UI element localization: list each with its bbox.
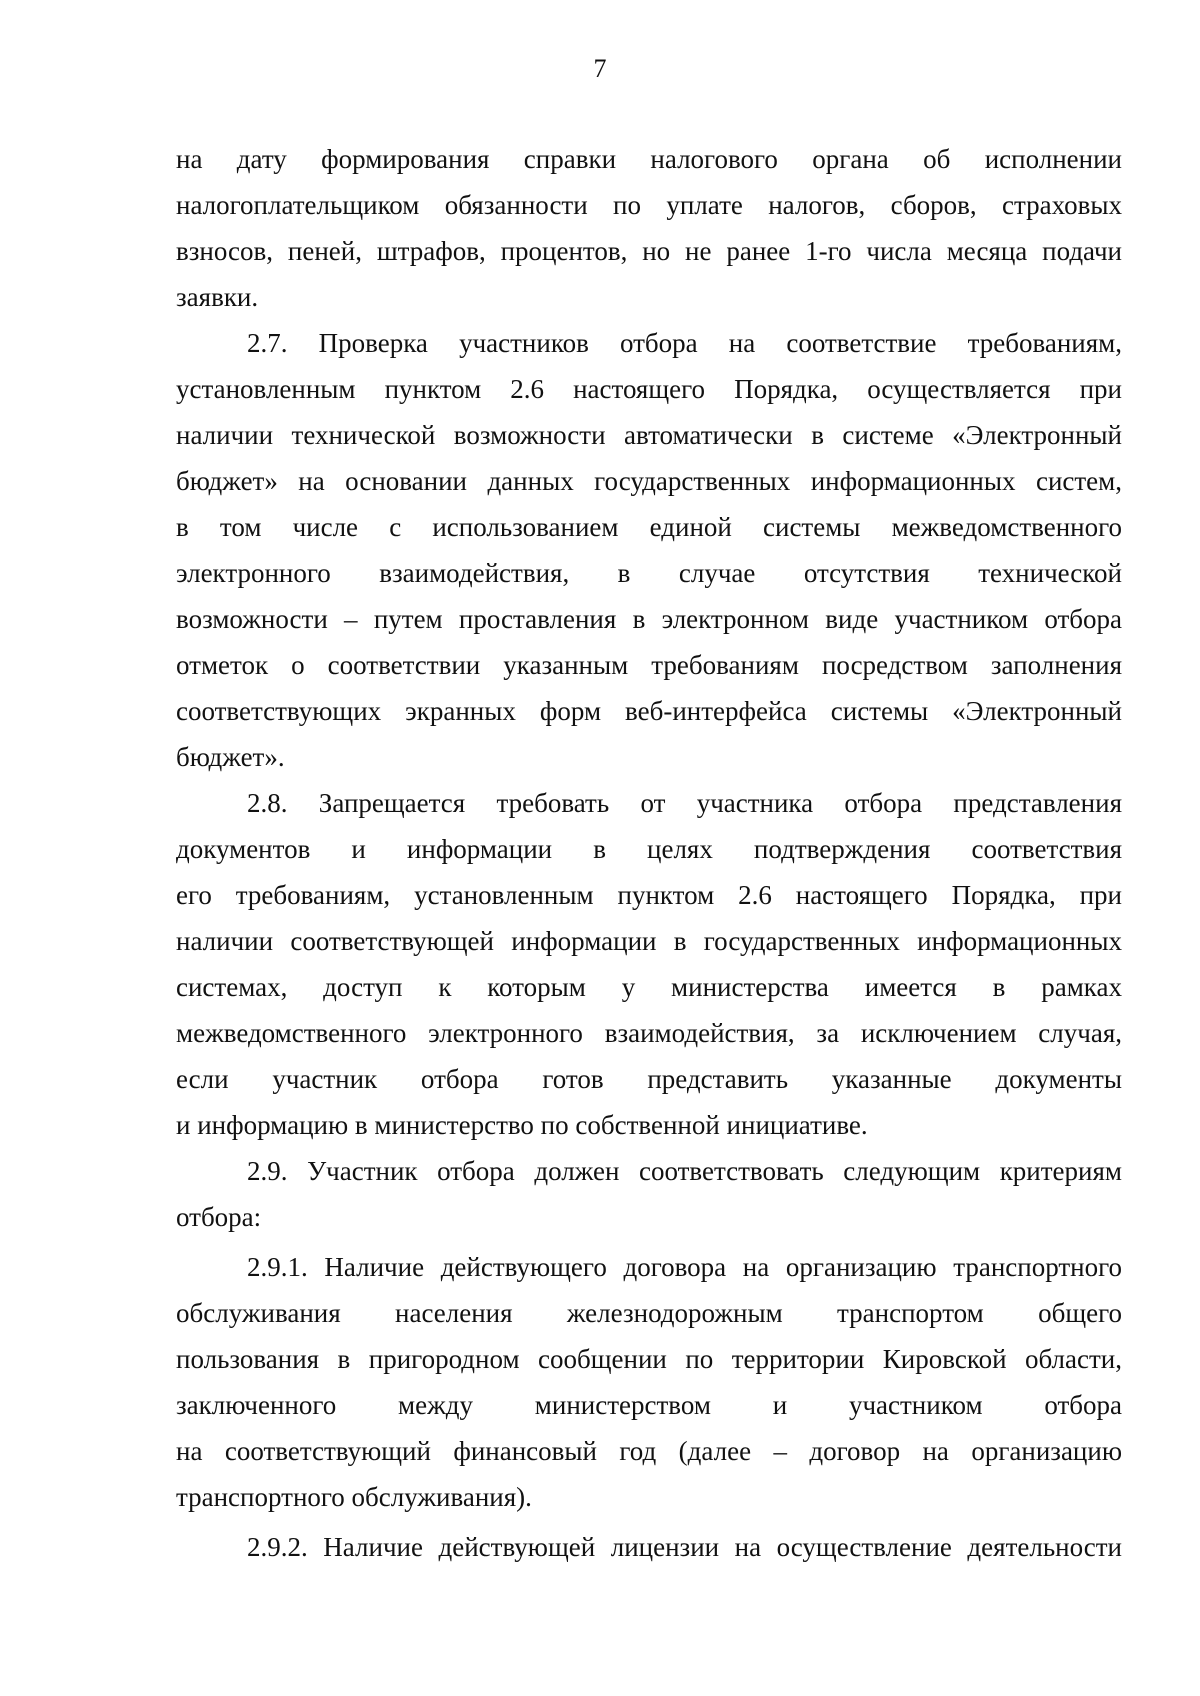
text-line: системах, доступ к которым у министерства имеется в рамках bbox=[176, 972, 1122, 1002]
text-line: его требованиям, установленным пунктом 2.6 настоящего Порядка, при bbox=[176, 880, 1122, 910]
text-line: обслуживания населения железнодорожным транспортом общего bbox=[176, 1298, 1122, 1328]
document-body bbox=[176, 136, 1122, 1570]
text-line: транспортного обслуживания). bbox=[176, 1482, 532, 1512]
text-line: отбора: bbox=[176, 1202, 262, 1232]
text-line: 2.7. Проверка участников отбора на соответствие требованиям, bbox=[247, 328, 1122, 358]
text-line: наличии технической возможности автоматически в системе «Электронный bbox=[176, 420, 1122, 450]
text-line: документов и информации в целях подтверждения соответствия bbox=[176, 834, 1122, 864]
text-line: межведомственного электронного взаимодействия, за исключением случая, bbox=[176, 1018, 1122, 1048]
text-line: возможности – путем проставления в электронном виде участником отбора bbox=[176, 604, 1122, 634]
text-line: бюджет» на основании данных государственных информационных систем, bbox=[176, 466, 1122, 496]
text-line: пользования в пригородном сообщении по территории Кировской области, bbox=[176, 1344, 1122, 1374]
page-number: 7 bbox=[593, 54, 607, 83]
text-line: взносов, пеней, штрафов, процентов, но не ранее 1-го числа месяца подачи bbox=[176, 236, 1122, 266]
text-line: заключенного между министерством и участником отбора bbox=[176, 1390, 1122, 1420]
text-line: 2.9.2. Наличие действующей лицензии на осуществление деятельности bbox=[247, 1532, 1122, 1562]
text-line: если участник отбора готов представить указанные документы bbox=[176, 1064, 1122, 1094]
text-line: в том числе с использованием единой системы межведомственного bbox=[176, 512, 1122, 542]
text-line: 2.9. Участник отбора должен соответствовать следующим критериям bbox=[247, 1156, 1122, 1186]
text-line: отметок о соответствии указанным требованиям посредством заполнения bbox=[176, 650, 1122, 680]
text-line: электронного взаимодействия, в случае отсутствия технической bbox=[176, 558, 1122, 588]
text-line: заявки. bbox=[176, 282, 259, 312]
text-line: установленным пунктом 2.6 настоящего Порядка, осуществляется при bbox=[176, 374, 1122, 404]
text-line: соответствующих экранных форм веб-интерфейса системы «Электронный bbox=[176, 696, 1122, 726]
text-line: налогоплательщиком обязанности по уплате налогов, сборов, страховых bbox=[176, 190, 1122, 220]
text-line: на дату формирования справки налогового органа об исполнении bbox=[176, 144, 1122, 174]
text-line: бюджет». bbox=[176, 742, 285, 772]
text-line: наличии соответствующей информации в государственных информационных bbox=[176, 926, 1122, 956]
text-line: и информацию в министерство по собственной инициативе. bbox=[176, 1110, 868, 1140]
text-line: 2.8. Запрещается требовать от участника отбора представления bbox=[247, 788, 1122, 818]
text-line: на соответствующий финансовый год (далее – договор на организацию bbox=[176, 1436, 1122, 1466]
text-line: 2.9.1. Наличие действующего договора на организацию транспортного bbox=[247, 1252, 1122, 1282]
